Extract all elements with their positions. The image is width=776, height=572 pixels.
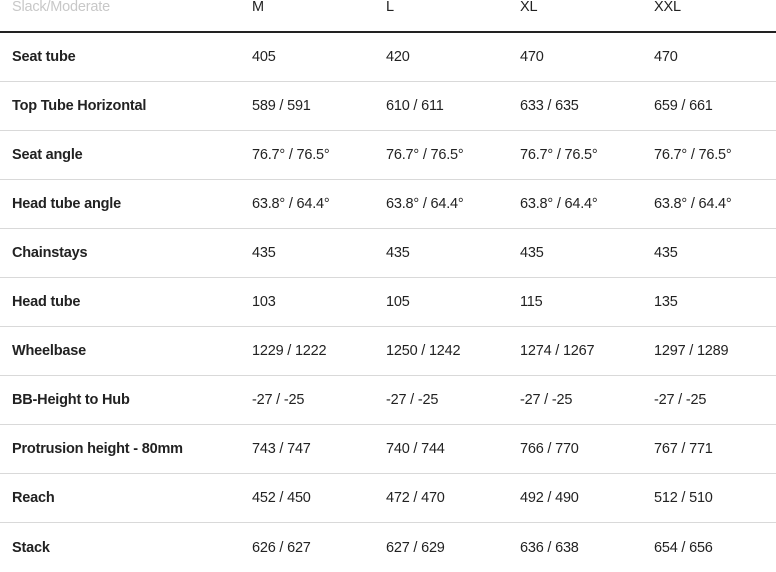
cell-xl: -27 / -25 [520,392,573,408]
row-label: Seat tube [12,49,76,65]
cell-m: -27 / -25 [252,392,305,408]
cell-l: 435 [386,245,410,261]
cell-xl: 492 / 490 [520,490,579,506]
table-row-bb-height [0,376,776,425]
cell-l: 740 / 744 [386,441,445,457]
cell-l: -27 / -25 [386,392,439,408]
cell-xxl: 1297 / 1289 [654,343,729,359]
cell-xl: 470 [520,49,544,65]
cell-xxl: 63.8° / 64.4° [654,196,732,212]
cell-xl: 63.8° / 64.4° [520,196,598,212]
header-size-l: L [386,0,394,15]
cell-m: 103 [252,294,276,310]
row-label: BB-Height to Hub [12,392,130,408]
cell-m: 626 / 627 [252,539,311,556]
table-row-seat-tube [0,33,776,82]
table-row-seat-angle [0,131,776,180]
table-row-reach [0,474,776,523]
table-row-stack [0,523,776,572]
cell-m: 743 / 747 [252,441,311,457]
cell-l: 420 [386,49,410,65]
table-row-protrusion-height [0,425,776,474]
cell-xl: 766 / 770 [520,441,579,457]
cell-xl: 633 / 635 [520,98,579,114]
cell-xl: 115 [520,294,543,310]
cell-xxl: 659 / 661 [654,98,713,114]
table-row-wheelbase [0,327,776,376]
cell-xxl: 654 / 656 [654,539,713,556]
cell-xl: 1274 / 1267 [520,343,595,359]
cell-m: 589 / 591 [252,98,311,114]
cell-l: 472 / 470 [386,490,445,506]
cell-xxl: 512 / 510 [654,490,713,506]
header-setting-label: Slack/Moderate [12,0,110,15]
cell-m: 452 / 450 [252,490,311,506]
cell-m: 405 [252,49,276,65]
cell-l: 105 [386,294,410,310]
cell-m: 63.8° / 64.4° [252,196,330,212]
cell-xl: 76.7° / 76.5° [520,147,598,163]
cell-l: 610 / 611 [386,98,444,114]
cell-xxl: 435 [654,245,678,261]
cell-m: 76.7° / 76.5° [252,147,330,163]
table-row-head-tube [0,278,776,327]
table-row-head-tube-angle [0,180,776,229]
table-row-chainstays [0,229,776,278]
cell-xl: 435 [520,245,544,261]
cell-m: 1229 / 1222 [252,343,327,359]
cell-xxl: -27 / -25 [654,392,707,408]
row-label: Head tube angle [12,196,121,212]
header-size-m: M [252,0,264,15]
row-label: Seat angle [12,147,83,163]
row-label: Reach [12,490,55,506]
table-row-top-tube [0,82,776,131]
cell-l: 63.8° / 64.4° [386,196,464,212]
cell-xl: 636 / 638 [520,539,579,556]
row-label: Top Tube Horizontal [12,98,147,114]
cell-xxl: 470 [654,49,678,65]
cell-xxl: 135 [654,294,678,310]
cell-xxl: 76.7° / 76.5° [654,147,732,163]
cell-xxl: 767 / 771 [654,441,713,457]
cell-m: 435 [252,245,276,261]
cell-l: 1250 / 1242 [386,343,461,359]
row-label: Head tube [12,294,81,310]
row-label: Stack [12,539,50,556]
table-header-row [0,0,776,33]
header-size-xl: XL [520,0,538,15]
row-label: Protrusion height - 80mm [12,441,183,457]
cell-l: 627 / 629 [386,539,445,556]
row-label: Wheelbase [12,343,86,359]
header-size-xxl: XXL [654,0,681,15]
cell-l: 76.7° / 76.5° [386,147,464,163]
row-label: Chainstays [12,245,88,261]
